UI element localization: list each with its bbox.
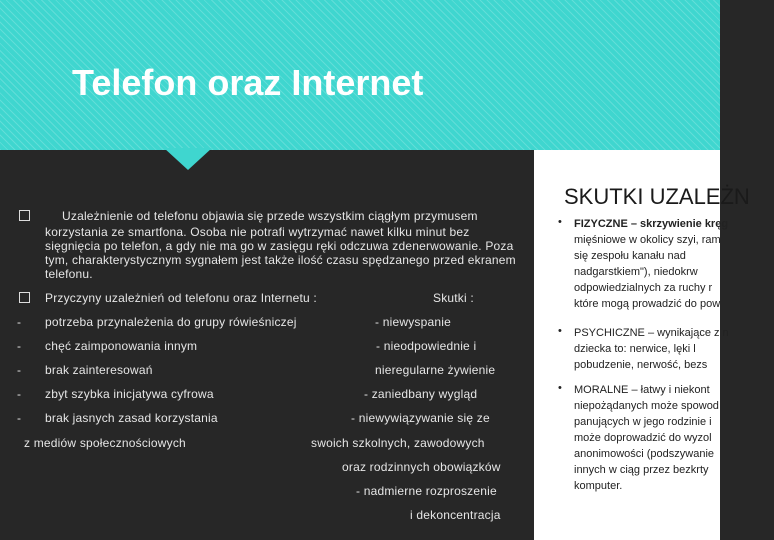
effect-item: - zaniedbany wygląd: [364, 387, 478, 401]
panel-text: pobudzenie, nerwość, bezs: [574, 359, 708, 371]
panel-text: może doprowadzić do wyzol: [574, 432, 712, 444]
panel-title: SKUTKI UZALEŻN: [564, 184, 750, 209]
cause-item: zbyt szybka inicjatywa cyfrowa: [45, 387, 214, 401]
panel-text: odpowiedzialnych za ruchy r: [574, 282, 713, 294]
effects-heading: Skutki :: [433, 291, 474, 305]
dash-marker: -: [17, 363, 22, 377]
panel-text: komputer.: [574, 480, 623, 492]
effect-item: - niewyspanie: [375, 315, 451, 329]
bullet1-line: tym, charakterystycznym sygnałem jest także ilość czasu spędzanego przed ekranem: [45, 253, 516, 267]
dash-marker: -: [17, 387, 22, 401]
panel-bullet-icon: •: [558, 382, 562, 394]
panel-text: anonimowości (podszywanie: [574, 448, 715, 460]
panel-text: niepożądanych może spowod: [574, 400, 719, 412]
dash-marker: -: [17, 315, 22, 329]
effect-item: swoich szkolnych, zawodowych: [311, 436, 485, 450]
panel-text: które mogą prowadzić do pow: [574, 298, 721, 310]
effect-item: - nieodpowiednie i: [376, 339, 477, 353]
bullet-box-icon: [19, 210, 30, 221]
bullet-box-icon: [19, 292, 30, 303]
dash-marker: -: [17, 339, 22, 353]
effect-item: oraz rodzinnych obowiązków: [342, 460, 501, 474]
effect-item: - nadmierne rozproszenie: [356, 484, 497, 498]
effect-item: i dekoncentracja: [410, 508, 501, 522]
panel-text: nadgarstkiem"), niedokrw: [574, 266, 698, 278]
cause-item: brak zainteresowań: [45, 363, 153, 377]
panel-text: PSYCHICZNE – wynikające z n: [574, 327, 729, 339]
image-panel: [534, 150, 750, 540]
cause-item-continuation: z mediów społecznościowych: [24, 436, 186, 450]
cause-item: chęć zaimponowania innym: [45, 339, 198, 353]
effect-item: nieregularne żywienie: [375, 363, 496, 377]
bullet1-line: Uzależnienie od telefonu objawia się przede wszystkim ciągłym przymusem: [62, 209, 478, 223]
bullet1-line: sięgnięcia po telefon, a gdy nie ma go w zasięgu ręki odczuwa zdenerwowanie. Poza: [45, 239, 514, 253]
effect-item: - niewywiązywanie się ze: [351, 411, 490, 425]
cause-item: brak jasnych zasad korzystania: [45, 411, 218, 425]
slide-title: Telefon oraz Internet: [72, 62, 424, 103]
panel-text: się zespołu kanału nad: [574, 250, 686, 262]
cause-item: potrzeba przynależenia do grupy rówieśniczej: [45, 315, 297, 329]
panel-text: MORALNE – łatwy i niekont: [574, 384, 710, 396]
panel-text: innych w ciąg przez bezkrty: [574, 464, 709, 476]
causes-heading: Przyczyny uzależnień od telefonu oraz Internetu :: [45, 291, 317, 305]
panel-text: panujących w jego rodzinie i: [574, 416, 712, 428]
dash-marker: -: [17, 411, 22, 425]
panel-text: mięśniowe w okolicy szyi, ram: [574, 234, 721, 246]
panel-bullet-icon: •: [558, 325, 562, 337]
panel-text: dziecka to: nerwice, lęki l: [574, 343, 696, 355]
bullet1-line: telefonu.: [45, 267, 93, 281]
bullet1-line: korzystania ze smartfona. Osoba nie potrafi wytrzymać nawet kilku minut bez: [45, 225, 470, 239]
banner-notch: [164, 148, 212, 170]
panel-bullet-icon: •: [558, 216, 562, 228]
panel-text: FIZYCZNE – skrzywienie kręg: [574, 218, 729, 230]
